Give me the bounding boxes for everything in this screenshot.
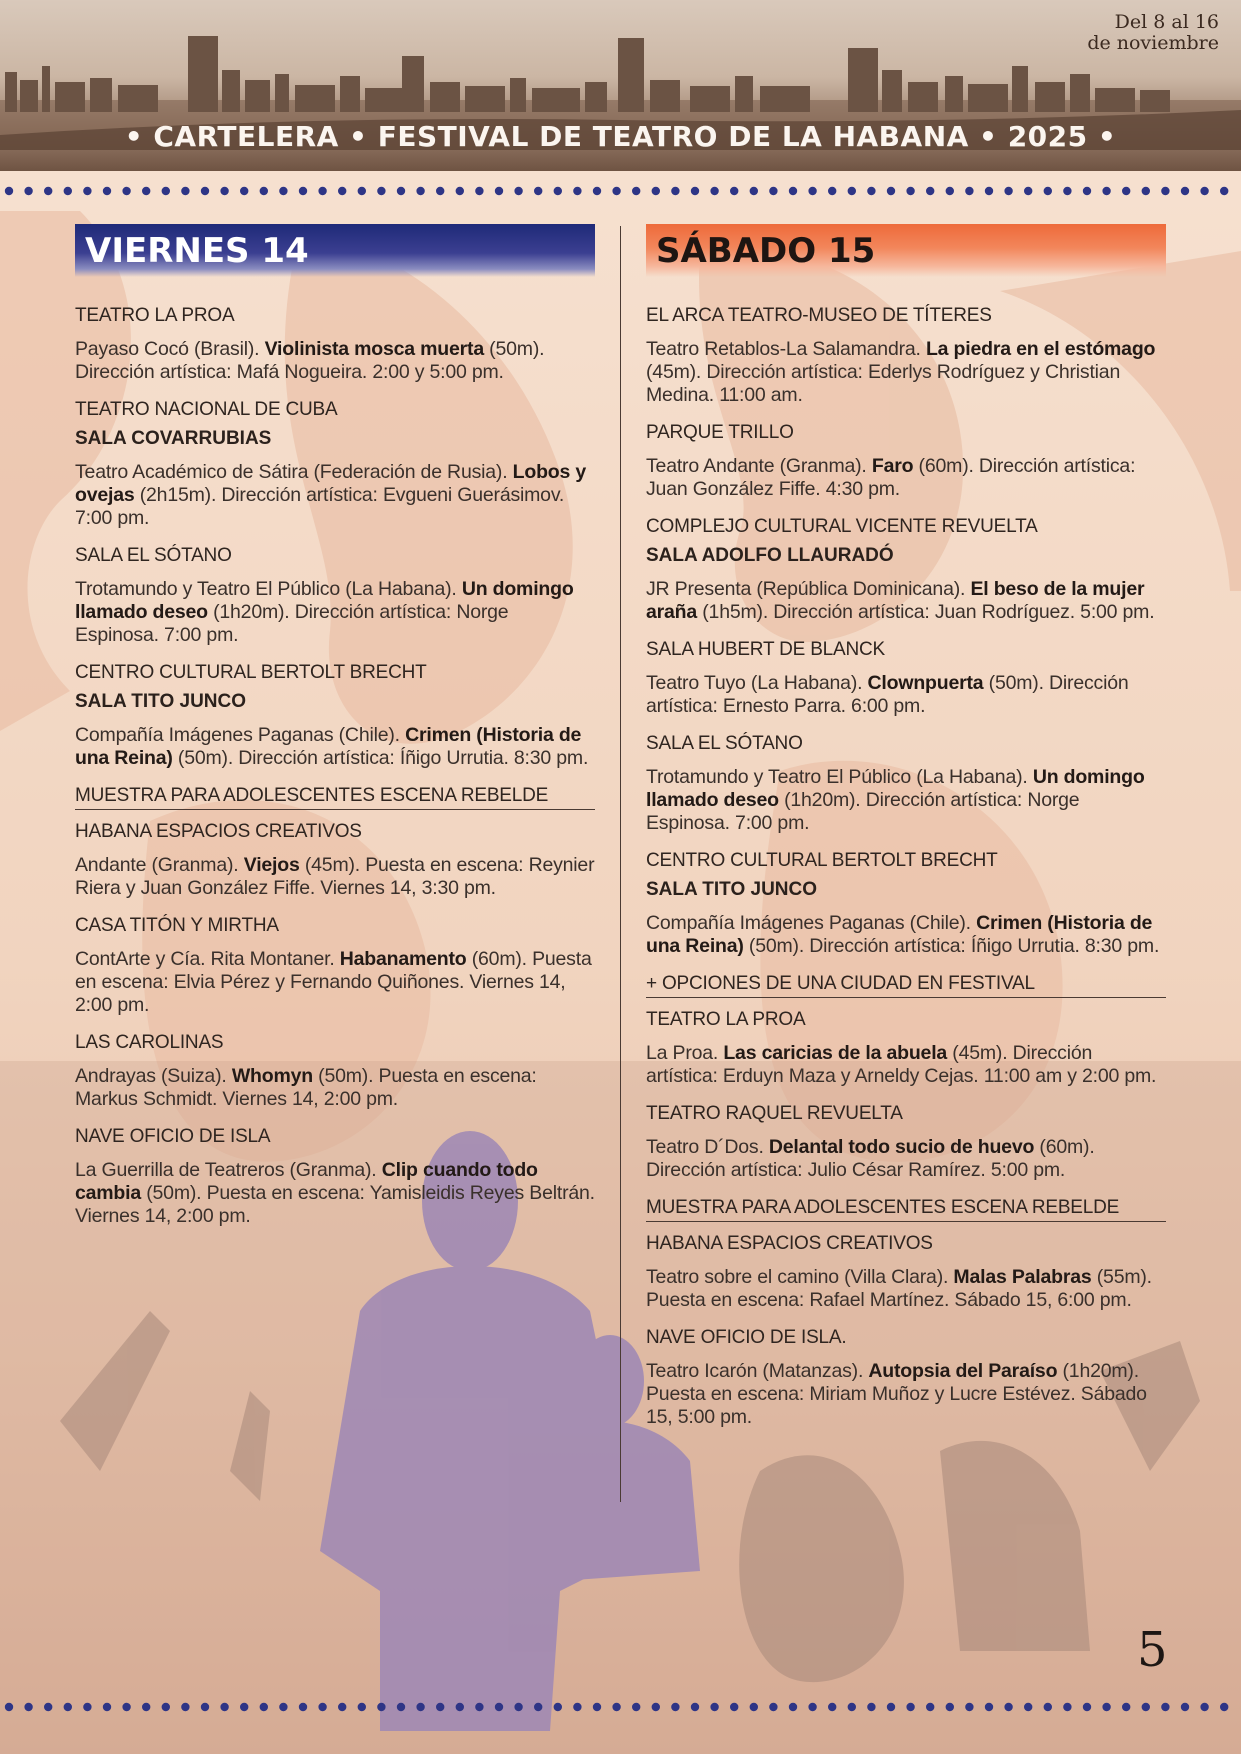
- venue-name: COMPLEJO CULTURAL VICENTE REVUELTA: [646, 516, 1038, 537]
- border-dot: [808, 1703, 816, 1711]
- border-dot: [593, 187, 601, 195]
- border-dot: [1220, 187, 1228, 195]
- dotted-border-bottom: [0, 1700, 1241, 1714]
- work-title: Clownpuerta: [867, 672, 984, 694]
- day-header-saturday: SÁBADO 15: [646, 224, 1166, 277]
- border-dot: [103, 187, 111, 195]
- show-description: [646, 1042, 1166, 1088]
- border-dot: [926, 187, 934, 195]
- venue-name: TEATRO LA PROA: [646, 1009, 806, 1030]
- work-title: Crimen (Historia de una Reina): [75, 724, 582, 769]
- venue-name: TEATRO LA PROA: [75, 305, 235, 326]
- company-name: La Guerrilla de Teatreros (Granma).: [75, 1159, 382, 1181]
- show-details: (1h5m). Dirección artística: Juan Rodríguez. 5:00 pm.: [697, 601, 1155, 623]
- show-details: (60m). Puesta en escena: Elvia Pérez y Fernando Quiñones. Viernes 14, 2:00 pm.: [75, 948, 592, 1016]
- venue-name: TEATRO NACIONAL DE CUBA: [75, 399, 338, 420]
- border-dot: [377, 187, 385, 195]
- company-name: ContArte y Cía. Rita Montaner.: [75, 948, 340, 970]
- listing-block: [646, 638, 1166, 718]
- border-dot: [1063, 1703, 1071, 1711]
- border-dot: [5, 1703, 13, 1711]
- border-dot: [612, 1703, 620, 1711]
- section-title-muestra-friday: MUESTRA PARA ADOLESCENTES ESCENA REBELDE: [75, 784, 595, 810]
- border-dot: [142, 187, 150, 195]
- border-dot: [1220, 1703, 1228, 1711]
- border-dot: [652, 1703, 660, 1711]
- subvenue-name: SALA TITO JUNCO: [75, 691, 247, 712]
- work-title: Faro: [871, 455, 914, 477]
- border-dot: [475, 1703, 483, 1711]
- border-dot: [1083, 187, 1091, 195]
- border-dot: [632, 187, 640, 195]
- show-details: (50m). Dirección artística: Íñigo Urrutia. 8:30 pm.: [743, 935, 1160, 957]
- page-title: • CARTELERA • FESTIVAL DE TEATRO DE LA HABANA • 2025 •: [124, 120, 1117, 153]
- border-dot: [1200, 1703, 1208, 1711]
- subvenue-name: SALA COVARRUBIAS: [75, 428, 272, 449]
- border-dot: [240, 187, 248, 195]
- border-dot: [632, 1703, 640, 1711]
- show-details: (45m). Dirección artística: Erduyn Maza y Arneldy Cejas. 11:00 am y 2:00 pm.: [646, 1042, 1157, 1087]
- border-dot: [1102, 187, 1110, 195]
- show-description: [75, 461, 595, 530]
- work-title: Malas Palabras: [953, 1266, 1092, 1288]
- venue-name: SALA HUBERT DE BLANCK: [646, 639, 886, 660]
- border-dot: [181, 1703, 189, 1711]
- border-dot: [318, 187, 326, 195]
- venue-name: CASA TITÓN Y MIRTHA: [75, 915, 279, 936]
- border-dot: [710, 1703, 718, 1711]
- border-dot: [828, 1703, 836, 1711]
- border-dot: [1063, 187, 1071, 195]
- border-dot: [220, 1703, 228, 1711]
- show-details: (60m). Dirección artística: Julio César Ramírez. 5:00 pm.: [646, 1136, 1095, 1181]
- border-dot: [573, 1703, 581, 1711]
- work-title: Crimen (Historia de una Reina): [646, 912, 1153, 957]
- border-dot: [64, 187, 72, 195]
- border-dot: [887, 187, 895, 195]
- border-dot: [260, 1703, 268, 1711]
- section-title-muestra-saturday: MUESTRA PARA ADOLESCENTES ESCENA REBELDE: [646, 1196, 1166, 1222]
- border-dot: [710, 187, 718, 195]
- show-details: (45m). Puesta en escena: Reynier Riera y Juan González Fiffe. Viernes 14, 3:30 pm.: [75, 854, 595, 899]
- listing-block: [646, 304, 1166, 407]
- border-dot: [44, 187, 52, 195]
- border-dot: [1142, 187, 1150, 195]
- work-title: Violinista mosca muerta: [264, 338, 484, 360]
- subvenue-name: SALA TITO JUNCO: [646, 879, 818, 900]
- page-number: 5: [1137, 1622, 1168, 1678]
- friday-muestra-listings: [75, 820, 595, 1228]
- work-title: Autopsia del Paraíso: [868, 1360, 1058, 1382]
- listing-block: [75, 820, 595, 900]
- friday-column: [75, 224, 595, 1242]
- border-dot: [1122, 1703, 1130, 1711]
- border-dot: [848, 1703, 856, 1711]
- dates-line-2: de noviembre: [1087, 32, 1219, 54]
- show-details: (50m). Dirección artística: Mafá Nogueira. 2:00 y 5:00 pm.: [75, 338, 545, 383]
- border-dot: [495, 187, 503, 195]
- border-dot: [201, 1703, 209, 1711]
- listing-block: [646, 1326, 1166, 1429]
- border-dot: [416, 1703, 424, 1711]
- header-banner: [0, 0, 1241, 171]
- border-dot: [1004, 1703, 1012, 1711]
- work-title: El beso de la mujer araña: [646, 578, 1145, 623]
- venue-name: HABANA ESPACIOS CREATIVOS: [646, 1233, 933, 1254]
- border-dot: [573, 187, 581, 195]
- border-dot: [299, 1703, 307, 1711]
- border-dot: [1044, 1703, 1052, 1711]
- show-description: [75, 948, 595, 1017]
- border-dot: [750, 1703, 758, 1711]
- border-dot: [201, 187, 209, 195]
- work-title: Viejos: [243, 854, 300, 876]
- border-dot: [456, 1703, 464, 1711]
- show-description: [75, 724, 595, 770]
- border-dot: [44, 1703, 52, 1711]
- venue-name: PARQUE TRILLO: [646, 422, 794, 443]
- work-title: Un domingo llamado deseo: [646, 766, 1145, 811]
- company-name: JR Presenta (República Dominicana).: [646, 578, 971, 600]
- border-dot: [769, 1703, 777, 1711]
- show-description: [646, 1266, 1166, 1312]
- border-dot: [906, 1703, 914, 1711]
- venue-name: NAVE OFICIO DE ISLA.: [646, 1327, 847, 1348]
- border-dot: [652, 187, 660, 195]
- day-header-friday: VIERNES 14: [75, 224, 595, 277]
- company-name: Teatro Retablos-La Salamandra.: [646, 338, 926, 360]
- company-name: Compañía Imágenes Paganas (Chile).: [646, 912, 977, 934]
- border-dot: [377, 1703, 385, 1711]
- border-dot: [122, 1703, 130, 1711]
- work-title: La piedra en el estómago: [925, 338, 1156, 360]
- border-dot: [1024, 187, 1032, 195]
- border-dot: [946, 1703, 954, 1711]
- show-details: (1h20m). Dirección artística: Norge Espinosa. 7:00 pm.: [75, 601, 509, 646]
- show-description: [646, 766, 1166, 835]
- border-dot: [64, 1703, 72, 1711]
- border-dot: [730, 187, 738, 195]
- border-dot: [514, 187, 522, 195]
- border-dot: [397, 187, 405, 195]
- listing-block: [75, 544, 595, 647]
- company-name: Teatro D´Dos.: [646, 1136, 769, 1158]
- border-dot: [220, 187, 228, 195]
- border-dot: [828, 187, 836, 195]
- border-dot: [612, 187, 620, 195]
- listing-block: [75, 1031, 595, 1111]
- listing-block: [646, 849, 1166, 958]
- work-title: Lobos y ovejas: [75, 461, 587, 506]
- border-dot: [1122, 187, 1130, 195]
- border-dot: [122, 187, 130, 195]
- border-dot: [456, 187, 464, 195]
- section-title-opciones: + OPCIONES DE UNA CIUDAD EN FESTIVAL: [646, 972, 1166, 998]
- border-dot: [397, 1703, 405, 1711]
- listing-block: [646, 732, 1166, 835]
- work-title: Delantal todo sucio de huevo: [768, 1136, 1035, 1158]
- venue-name: EL ARCA TEATRO-MUSEO DE TÍTERES: [646, 305, 992, 326]
- border-dot: [1083, 1703, 1091, 1711]
- border-dot: [730, 1703, 738, 1711]
- border-dot: [162, 1703, 170, 1711]
- listing-block: [646, 515, 1166, 624]
- border-dot: [318, 1703, 326, 1711]
- work-title: Clip cuando todo cambia: [75, 1159, 538, 1204]
- friday-listings: [75, 304, 595, 770]
- show-description: [646, 912, 1166, 958]
- border-dot: [848, 187, 856, 195]
- border-dot: [769, 187, 777, 195]
- border-dot: [83, 1703, 91, 1711]
- border-dot: [240, 1703, 248, 1711]
- border-dot: [1181, 187, 1189, 195]
- border-dot: [436, 1703, 444, 1711]
- listing-block: [75, 914, 595, 1017]
- subvenue-name: SALA ADOLFO LLAURADÓ: [646, 545, 894, 566]
- company-name: Payaso Cocó (Brasil).: [75, 338, 265, 360]
- venue-name: HABANA ESPACIOS CREATIVOS: [75, 821, 362, 842]
- work-title: Las caricias de la abuela: [723, 1042, 948, 1064]
- show-description: [646, 672, 1166, 718]
- venue-name: LAS CAROLINAS: [75, 1032, 224, 1053]
- border-dot: [514, 1703, 522, 1711]
- border-dot: [1200, 187, 1208, 195]
- border-dot: [495, 1703, 503, 1711]
- border-dot: [181, 187, 189, 195]
- border-dot: [789, 187, 797, 195]
- border-dot: [691, 1703, 699, 1711]
- show-details: (2h15m). Dirección artística: Evgueni Guerásimov. 7:00 pm.: [75, 484, 565, 529]
- border-dot: [1024, 1703, 1032, 1711]
- show-details: (50m). Puesta en escena: Markus Schmidt. Viernes 14, 2:00 pm.: [75, 1065, 537, 1110]
- company-name: Andante (Granma).: [75, 854, 244, 876]
- border-dot: [965, 187, 973, 195]
- border-dot: [906, 187, 914, 195]
- border-dot: [534, 1703, 542, 1711]
- border-dot: [887, 1703, 895, 1711]
- border-dot: [671, 1703, 679, 1711]
- venue-name: TEATRO RAQUEL REVUELTA: [646, 1103, 903, 1124]
- border-dot: [554, 1703, 562, 1711]
- border-dot: [475, 187, 483, 195]
- saturday-muestra-listings: [646, 1232, 1166, 1429]
- border-dot: [808, 187, 816, 195]
- border-dot: [985, 187, 993, 195]
- company-name: Teatro Académico de Sátira (Federación de Rusia).: [75, 461, 513, 483]
- border-dot: [534, 187, 542, 195]
- saturday-listings: [646, 304, 1166, 958]
- show-details: (55m). Puesta en escena: Rafael Martínez. Sábado 15, 6:00 pm.: [646, 1266, 1152, 1311]
- festival-dates: [1087, 12, 1219, 54]
- venue-name: SALA EL SÓTANO: [646, 733, 803, 754]
- border-dot: [946, 187, 954, 195]
- border-dot: [103, 1703, 111, 1711]
- border-dot: [789, 1703, 797, 1711]
- venue-name: CENTRO CULTURAL BERTOLT BRECHT: [75, 662, 427, 683]
- border-dot: [24, 187, 32, 195]
- listing-block: [75, 398, 595, 530]
- border-dot: [867, 187, 875, 195]
- listing-block: [75, 1125, 595, 1228]
- show-description: [646, 338, 1166, 407]
- listing-block: [75, 661, 595, 770]
- show-details: (50m). Puesta en escena: Yamisleidis Reyes Beltrán. Viernes 14, 2:00 pm.: [75, 1182, 595, 1227]
- saturday-opciones-listings: [646, 1008, 1166, 1182]
- border-dot: [554, 187, 562, 195]
- border-dot: [1181, 1703, 1189, 1711]
- border-dot: [926, 1703, 934, 1711]
- border-dot: [338, 1703, 346, 1711]
- company-name: Teatro Tuyo (La Habana).: [646, 672, 868, 694]
- listing-block: [75, 304, 595, 384]
- border-dot: [279, 187, 287, 195]
- show-description: [646, 578, 1166, 624]
- border-dot: [671, 187, 679, 195]
- company-name: Trotamundo y Teatro El Público (La Habana).: [646, 766, 1033, 788]
- border-dot: [436, 187, 444, 195]
- border-dot: [162, 187, 170, 195]
- column-divider: [620, 226, 621, 1502]
- show-details: (60m). Dirección artística: Juan González Fiffe. 4:30 pm.: [646, 455, 1136, 500]
- show-details: (50m). Dirección artística: Ernesto Parra. 6:00 pm.: [646, 672, 1129, 717]
- border-dot: [965, 1703, 973, 1711]
- border-dot: [1004, 187, 1012, 195]
- work-title: Whomyn: [231, 1065, 313, 1087]
- company-name: Teatro Andante (Granma).: [646, 455, 872, 477]
- listing-block: [646, 1232, 1166, 1312]
- work-title: Habanamento: [339, 948, 467, 970]
- show-description: [646, 455, 1166, 501]
- border-dot: [279, 1703, 287, 1711]
- show-description: [75, 854, 595, 900]
- venue-name: NAVE OFICIO DE ISLA: [75, 1126, 271, 1147]
- border-dot: [358, 187, 366, 195]
- border-dot: [1161, 187, 1169, 195]
- show-description: [646, 1136, 1166, 1182]
- company-name: Andrayas (Suiza).: [75, 1065, 232, 1087]
- border-dot: [83, 187, 91, 195]
- border-dot: [1161, 1703, 1169, 1711]
- venue-name: CENTRO CULTURAL BERTOLT BRECHT: [646, 850, 998, 871]
- border-dot: [867, 1703, 875, 1711]
- border-dot: [260, 187, 268, 195]
- dotted-border-top: [0, 184, 1241, 198]
- listing-block: [646, 421, 1166, 501]
- border-dot: [750, 187, 758, 195]
- border-dot: [358, 1703, 366, 1711]
- listing-block: [646, 1102, 1166, 1182]
- border-dot: [299, 187, 307, 195]
- show-description: [75, 1159, 595, 1228]
- border-dot: [593, 1703, 601, 1711]
- company-name: La Proa.: [646, 1042, 724, 1064]
- border-dot: [142, 1703, 150, 1711]
- show-description: [75, 1065, 595, 1111]
- show-details: (1h20m). Dirección artística: Norge Espinosa. 7:00 pm.: [646, 789, 1080, 834]
- saturday-column: [646, 224, 1166, 1443]
- company-name: Teatro Icarón (Matanzas).: [646, 1360, 869, 1382]
- company-name: Trotamundo y Teatro El Público (La Habana).: [75, 578, 462, 600]
- border-dot: [691, 187, 699, 195]
- work-title: Un domingo llamado deseo: [75, 578, 574, 623]
- border-dot: [416, 187, 424, 195]
- company-name: Compañía Imágenes Paganas (Chile).: [75, 724, 406, 746]
- border-dot: [24, 1703, 32, 1711]
- border-dot: [985, 1703, 993, 1711]
- border-dot: [1044, 187, 1052, 195]
- show-details: (50m). Dirección artística: Íñigo Urrutia. 8:30 pm.: [172, 747, 589, 769]
- border-dot: [1102, 1703, 1110, 1711]
- show-description: [75, 578, 595, 647]
- listing-block: [646, 1008, 1166, 1088]
- dates-line-1: Del 8 al 16: [1114, 11, 1219, 33]
- border-dot: [5, 187, 13, 195]
- show-description: [75, 338, 595, 384]
- border-dot: [338, 187, 346, 195]
- venue-name: SALA EL SÓTANO: [75, 545, 232, 566]
- show-description: [646, 1360, 1166, 1429]
- show-details: (1h20m). Puesta en escena: Miriam Muñoz y Lucre Estévez. Sábado 15, 5:00 pm.: [646, 1360, 1147, 1428]
- border-dot: [1142, 1703, 1150, 1711]
- company-name: Teatro sobre el camino (Villa Clara).: [646, 1266, 954, 1288]
- show-details: (45m). Dirección artística: Ederlys Rodríguez y Christian Medina. 11:00 am.: [646, 361, 1121, 406]
